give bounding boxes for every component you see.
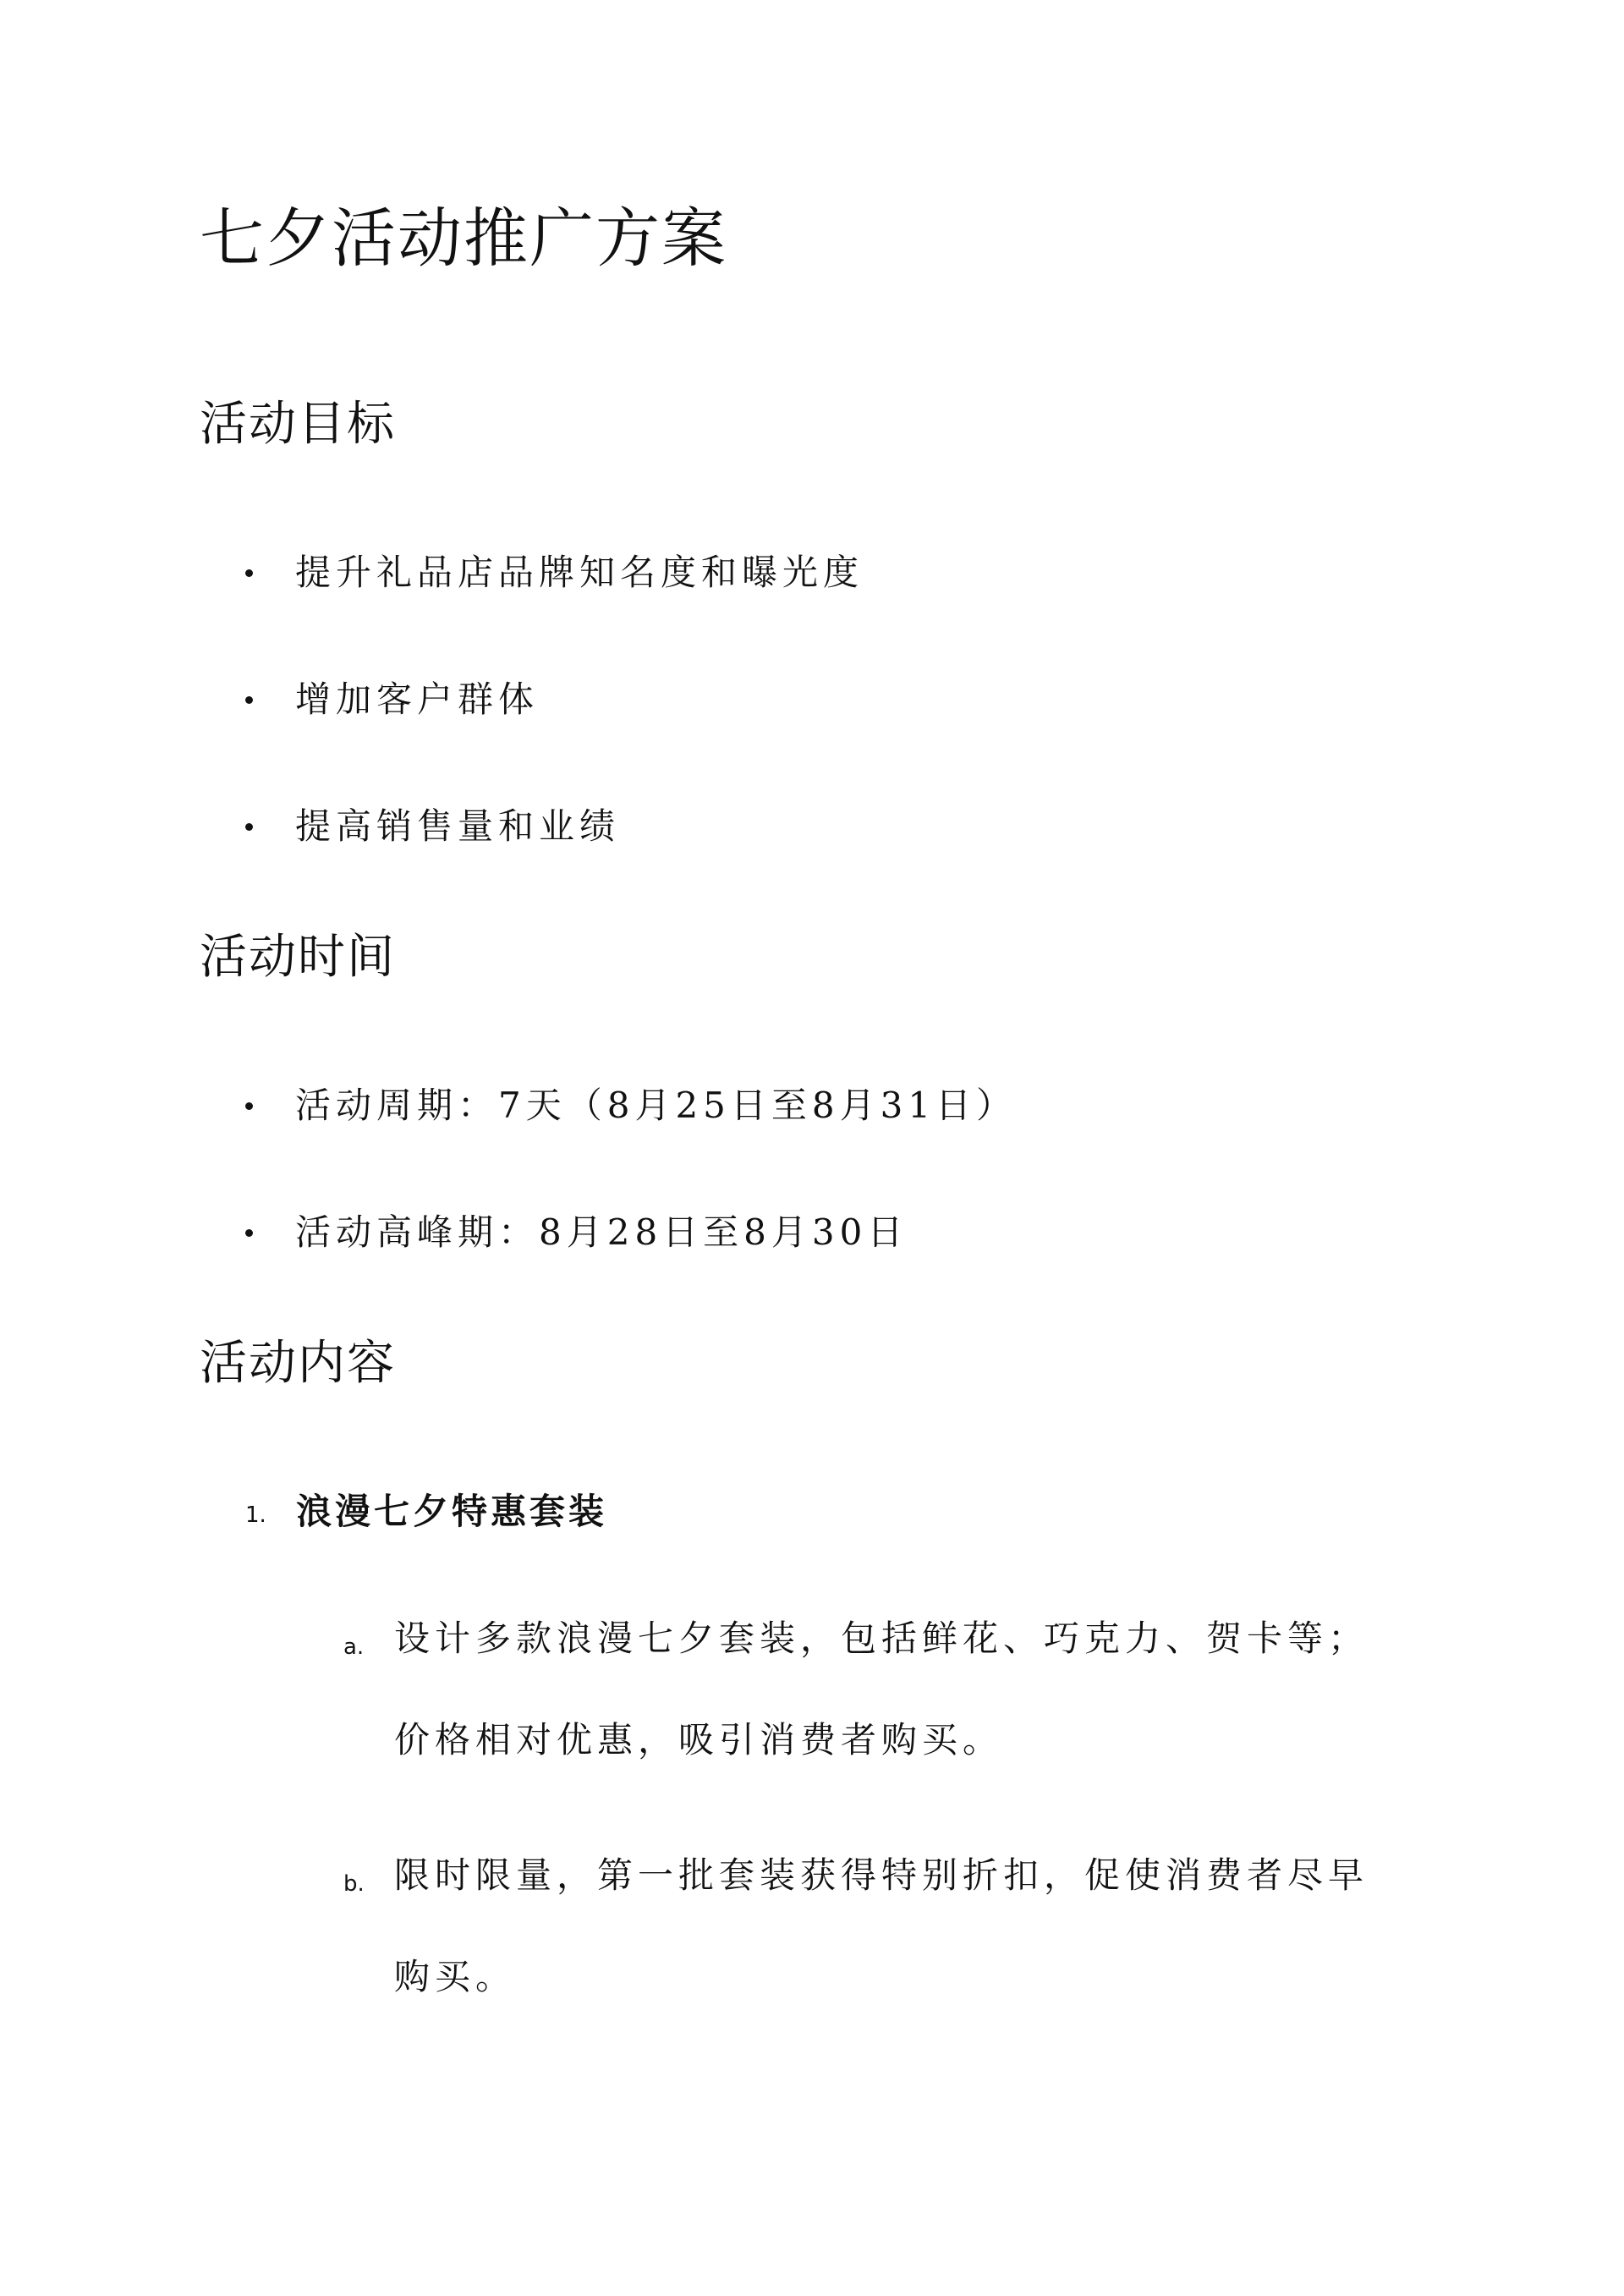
list-item bbox=[245, 547, 864, 598]
bullet-icon bbox=[245, 823, 253, 831]
document-title: 七夕活动推广方案 bbox=[200, 200, 727, 276]
section-heading-time: 活动时间 bbox=[200, 930, 396, 985]
list-item bbox=[245, 674, 539, 725]
list-item bbox=[245, 1207, 908, 1258]
list-item-text: 活动周期：7天（8月25日至8月31日） bbox=[295, 1085, 1018, 1126]
list-item-text: 提高销售量和业绩 bbox=[295, 805, 621, 847]
bullet-icon bbox=[245, 569, 253, 577]
list-item bbox=[245, 1080, 1017, 1131]
sublist-item-line: 购买。 bbox=[394, 1956, 517, 1997]
list-number: 1. bbox=[245, 1502, 266, 1528]
sublist-item-line: 价格相对优惠，吸引消费者购买。 bbox=[394, 1719, 1004, 1760]
list-item-text: 增加客户群体 bbox=[295, 678, 540, 720]
bullet-icon bbox=[245, 696, 253, 704]
sublist-item-line: 限时限量，第一批套装获得特别折扣，促使消费者尽早 bbox=[394, 1854, 1369, 1896]
list-item bbox=[245, 801, 620, 852]
list-item-text: 活动高峰期：8月28日至8月30日 bbox=[295, 1211, 908, 1253]
bullet-icon bbox=[245, 1102, 253, 1110]
section-heading-goals: 活动目标 bbox=[200, 397, 396, 452]
sublist-item-line: 设计多款浪漫七夕套装，包括鲜花、巧克力、贺卡等； bbox=[394, 1618, 1369, 1659]
numbered-item-title: 浪漫七夕特惠套装 bbox=[296, 1491, 608, 1532]
sublist-marker: a. bbox=[343, 1634, 365, 1660]
numbered-item bbox=[245, 1486, 607, 1537]
sublist-marker: b. bbox=[343, 1871, 365, 1897]
section-heading-content: 活动内容 bbox=[200, 1336, 396, 1391]
bullet-icon bbox=[245, 1229, 253, 1237]
list-item-text: 提升礼品店品牌知名度和曝光度 bbox=[295, 552, 864, 593]
